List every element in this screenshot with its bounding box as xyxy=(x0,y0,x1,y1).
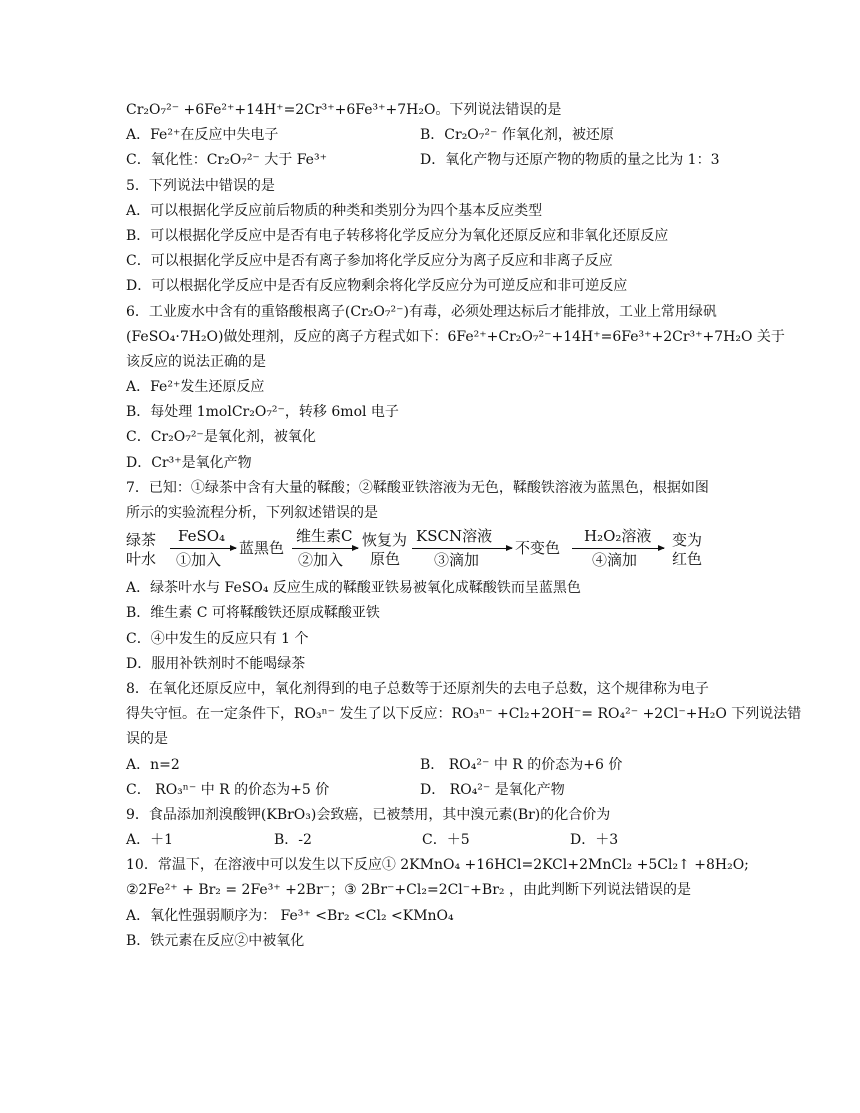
flow-arrow-3 xyxy=(412,548,512,549)
flow-arrow1-label-top: FeSO₄ xyxy=(178,527,226,546)
q4-option-a: A．Fe²⁺在反应中失电子 xyxy=(126,127,279,144)
flow-arrow-4 xyxy=(572,548,664,549)
q5-option-d: D．可以根据化学反应中是否有反应物剩余将化学反应分为可逆反应和非可逆反应 xyxy=(126,278,628,295)
q6-stem-1: 6．工业废水中含有的重铬酸根离子(Cr₂O₇²⁻)有毒，必须处理达标后才能排放，工业上常用绿矾 xyxy=(126,303,717,320)
q5-option-c: C．可以根据化学反应中是否有离子参加将化学反应分为离子反应和非离子反应 xyxy=(126,253,613,270)
flow-arrow4-label-top: H₂O₂溶液 xyxy=(584,527,652,546)
q9-option-a: A．＋1 xyxy=(126,832,174,849)
flow-start-bottom: 叶水 xyxy=(126,550,157,569)
q4-option-d: D．氧化产物与还原产物的物质的量之比为 1：3 xyxy=(420,152,720,169)
q7-stem-1: 7．已知：①绿茶中含有大量的鞣酸；②鞣酸亚铁溶液为无色，鞣酸铁溶液为蓝黑色，根据如图 xyxy=(126,479,709,496)
q5-option-b: B．可以根据化学反应中是否有电子转移将化学反应分为氧化还原反应和非氧化还原反应 xyxy=(126,227,669,244)
q8-option-d: D． RO₄²⁻ 是氧化产物 xyxy=(420,781,565,798)
q6-stem-2: (FeSO₄·7H₂O)做处理剂，反应的离子方程式如下：6Fe²⁺+Cr₂O₇²⁻+14H⁺=6Fe³⁺+2Cr³⁺+7H₂O 关于 xyxy=(126,328,785,345)
q10-option-a: A．氧化性强弱顺序为： Fe³⁺ <Br₂ <Cl₂ <KMnO₄ xyxy=(126,907,454,924)
flow-node-3: 不变色 xyxy=(515,539,561,558)
q4-option-c: C．氧化性：Cr₂O₇²⁻ 大于 Fe³⁺ xyxy=(126,152,327,169)
flow-node-2-bottom: 原色 xyxy=(370,550,401,569)
q8-stem-1: 8．在氧化还原反应中，氧化剂得到的电子总数等于还原剂失的去电子总数，这个规律称为电子 xyxy=(126,680,709,697)
flow-arrow-2 xyxy=(292,548,358,549)
q9-option-b: B．-2 xyxy=(274,832,312,849)
q8-option-c: C． RO₃ⁿ⁻ 中 R 的价态为+5 价 xyxy=(126,781,330,798)
q8-options-cd xyxy=(126,778,746,803)
flow-start-top: 绿茶 xyxy=(126,531,157,550)
q8-option-a: A．n=2 xyxy=(126,756,180,773)
q7-option-a: A．绿茶叶水与 FeSO₄ 反应生成的鞣酸亚铁易被氧化成鞣酸铁而呈蓝黑色 xyxy=(126,580,581,597)
q8-stem-2: 得失守恒。在一定条件下，RO₃ⁿ⁻ 发生了以下反应：RO₃ⁿ⁻ +Cl₂+2OH⁻= RO₄²⁻ +2Cl⁻+H₂O 下列说法错 xyxy=(126,706,802,723)
flow-node-2-top: 恢复为 xyxy=(362,531,408,550)
q10-stem-1: 10．常温下，在溶液中可以发生以下反应① 2KMnO₄ +16HCl=2KCl+2MnCl₂ +5Cl₂↑ +8H₂O; xyxy=(126,857,749,874)
q4-option-b: B．Cr₂O₇²⁻ 作氧化剂，被还原 xyxy=(420,127,614,144)
flow-arrow1-label-bottom: ①加入 xyxy=(176,551,222,570)
q4-equation: Cr₂O₇²⁻ +6Fe²⁺+14H⁺=2Cr³⁺+6Fe³⁺+7H₂O。下列说法错误的是 xyxy=(126,102,562,118)
flow-end-bottom: 红色 xyxy=(672,550,703,569)
q7-stem-2: 所示的实验流程分析，下列叙述错误的是 xyxy=(126,505,378,521)
q4-options-ab xyxy=(126,123,746,148)
q8-option-b: B． RO₄²⁻ 中 R 的价态为+6 价 xyxy=(420,756,623,773)
q6-option-c: C．Cr₂O₇²⁻是氧化剂，被氧化 xyxy=(126,429,316,446)
flow-arrow4-label-bottom: ④滴加 xyxy=(592,551,638,570)
q6-option-a: A．Fe²⁺发生还原反应 xyxy=(126,379,265,396)
flow-arrow3-label-top: KSCN溶液 xyxy=(416,527,493,546)
flow-arrow3-label-bottom: ③滴加 xyxy=(434,551,480,570)
q9-options xyxy=(126,828,746,853)
q4-options-cd xyxy=(126,148,746,173)
q8-stem-3: 误的是 xyxy=(126,731,168,748)
q7-option-b: B．维生素 C 可将鞣酸铁还原成鞣酸亚铁 xyxy=(126,605,380,622)
q7-flow-diagram xyxy=(126,528,746,572)
q9-option-c: C．＋5 xyxy=(422,832,470,849)
q7-option-c: C．④中发生的反应只有 1 个 xyxy=(126,630,309,647)
flow-node-1: 蓝黑色 xyxy=(239,539,285,558)
q6-stem-3: 该反应的说法正确的是 xyxy=(126,353,266,370)
exam-page xyxy=(126,98,802,954)
q9-stem: 9．食品添加剂溴酸钾(KBrO₃)会致癌，已被禁用，其中溴元素(Br)的化合价为 xyxy=(126,806,611,823)
q5-stem: 5．下列说法中错误的是 xyxy=(126,177,275,194)
q5-option-a: A．可以根据化学反应前后物质的种类和类别分为四个基本反应类型 xyxy=(126,202,543,219)
q6-option-d: D．Cr³⁺是氧化产物 xyxy=(126,454,252,471)
q10-stem-2: ②2Fe²⁺ + Br₂ = 2Fe³⁺ +2Br⁻；③ 2Br⁻+Cl₂=2Cl⁻+Br₂ ，由此判断下列说法错误的是 xyxy=(126,882,691,899)
flow-arrow-1 xyxy=(170,548,236,549)
flow-arrow2-label-top: 维生素C xyxy=(296,527,353,546)
flow-end-top: 变为 xyxy=(672,531,703,550)
q7-option-d: D．服用补铁剂时不能喝绿茶 xyxy=(126,655,306,672)
q9-option-d: D．＋3 xyxy=(570,832,619,849)
q8-options-ab xyxy=(126,753,746,778)
q10-option-b: B．铁元素在反应②中被氧化 xyxy=(126,932,305,949)
q6-option-b: B．每处理 1molCr₂O₇²⁻，转移 6mol 电子 xyxy=(126,404,399,421)
flow-arrow2-label-bottom: ②加入 xyxy=(298,551,344,570)
